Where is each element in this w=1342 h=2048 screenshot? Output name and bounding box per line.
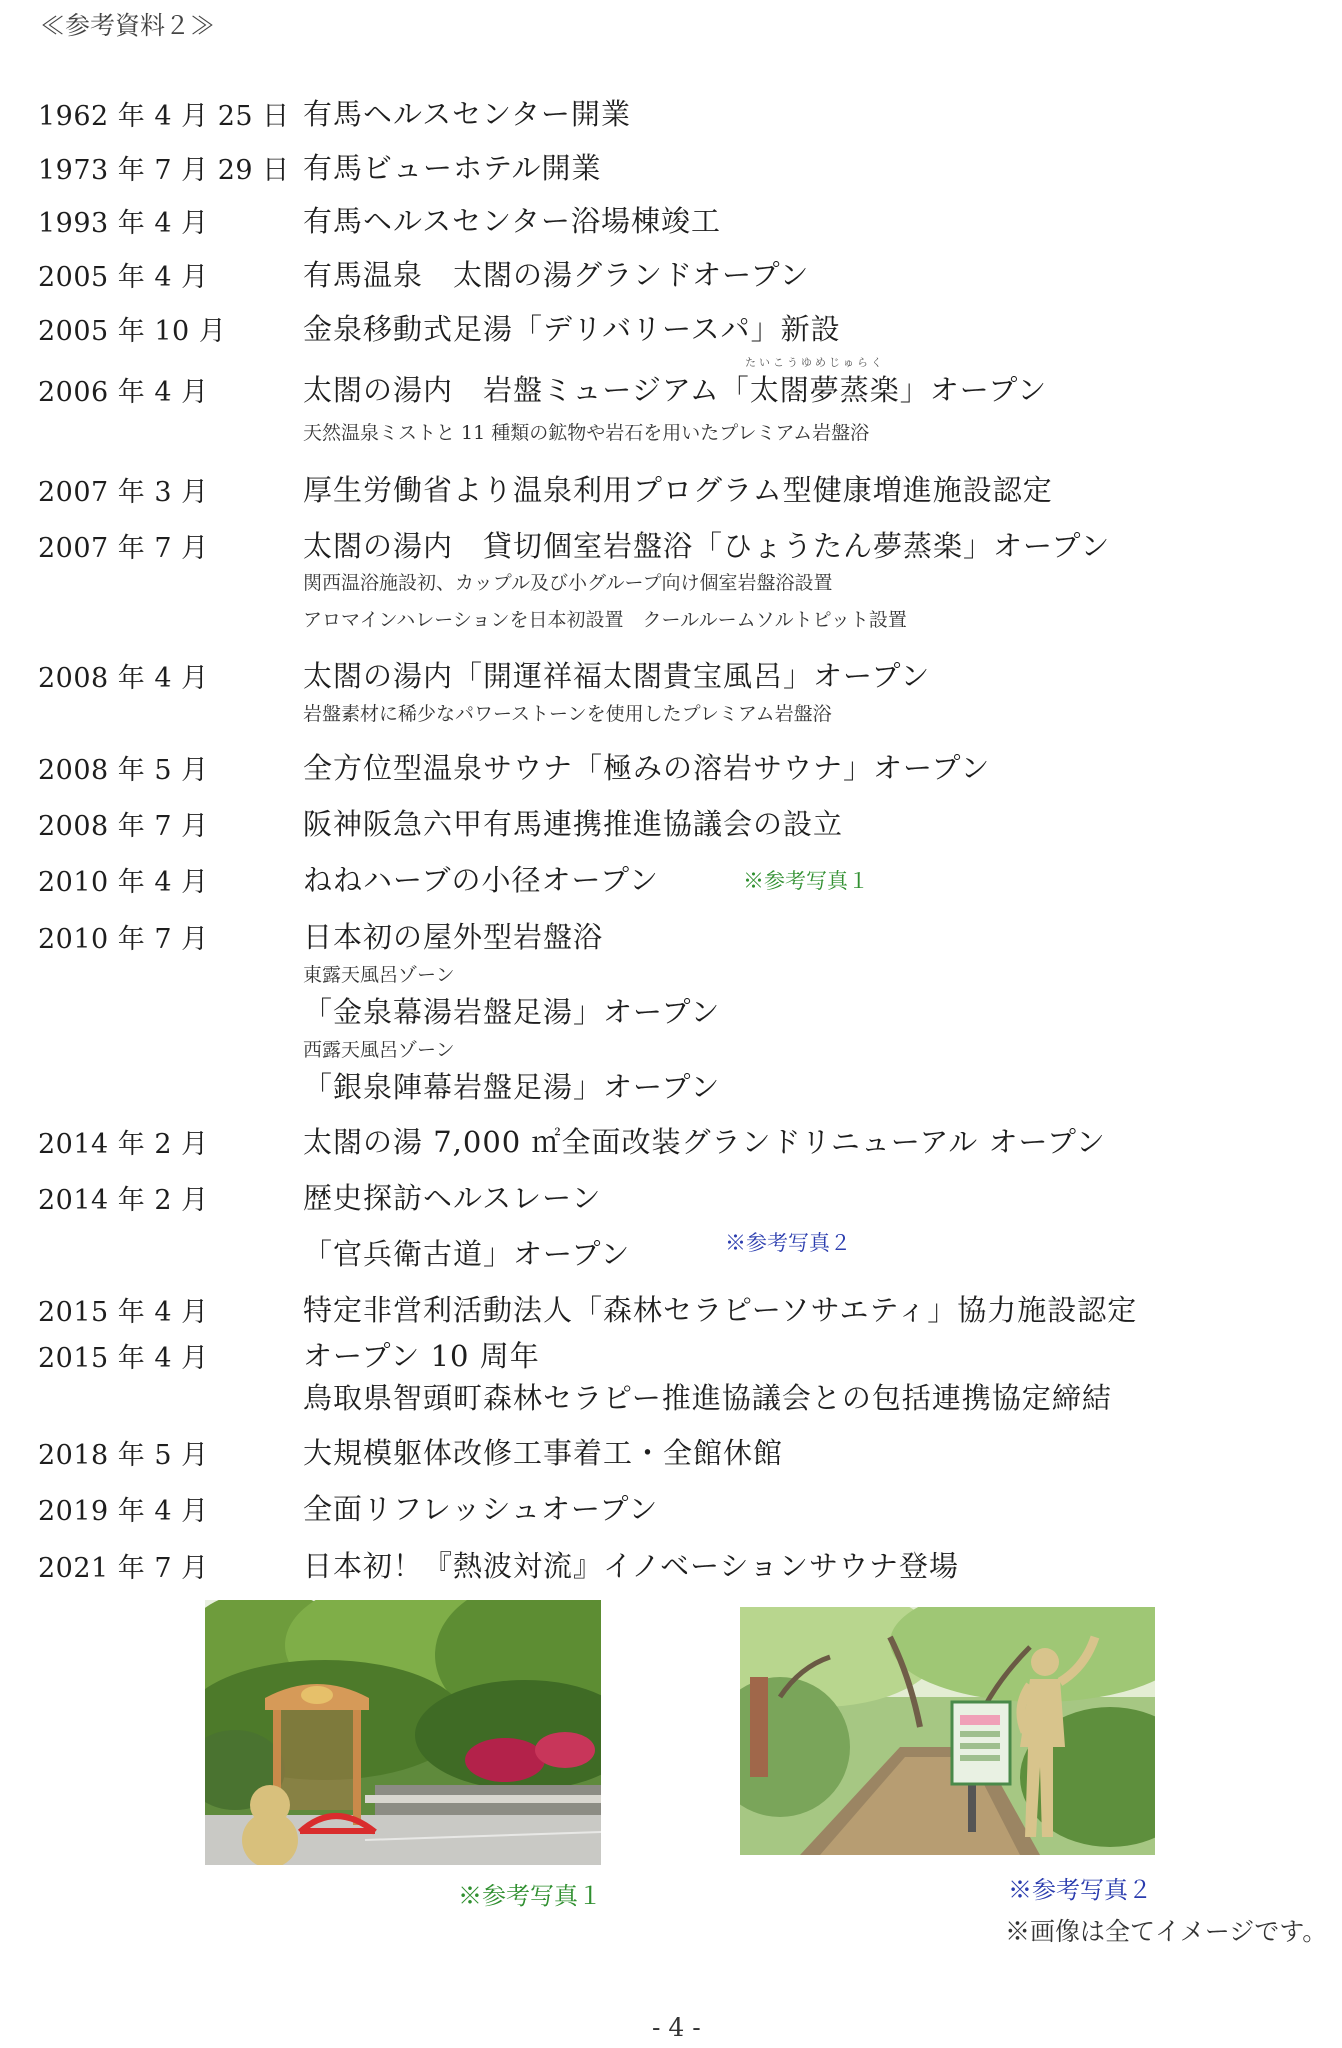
event-text: 大規模躯体改修工事着工・全館休館: [303, 1436, 784, 1470]
photo-caption-2: ※参考写真２: [1008, 1876, 1152, 1904]
event-text: 全面リフレッシュオープン: [303, 1492, 659, 1526]
event-date: 2021 年 7 月: [38, 1553, 209, 1584]
event-date: 2018 年 5 月: [38, 1440, 209, 1471]
event-date: 1973 年 7 月 29 日: [38, 155, 290, 186]
photo-forest-path: [740, 1607, 1155, 1855]
event-text: オープン 10 周年: [303, 1339, 540, 1373]
event-date: 2010 年 4 月: [38, 867, 209, 898]
event-text: 有馬温泉 太閤の湯グランドオープン: [303, 258, 810, 292]
photo-reference-2: ※参考写真２: [725, 1231, 851, 1255]
event-date: 2007 年 3 月: [38, 477, 209, 508]
event-date: 2014 年 2 月: [38, 1185, 209, 1216]
event-text: 太閤の湯 7,000 ㎡全面改装グランドリニューアル オープン: [303, 1125, 1106, 1159]
zone-label: 東露天風呂ゾーン: [303, 964, 455, 986]
event-note: アロマインハレーションを日本初設置 クールルームソルトピット設置: [303, 609, 907, 631]
event-text: 有馬ヘルスセンター開業: [303, 97, 631, 131]
event-date: 2019 年 4 月: [38, 1496, 209, 1527]
image-disclaimer: ※画像は全てイメージです。: [1005, 1917, 1328, 1946]
furigana: たいこうゆめじゅらく: [745, 356, 885, 369]
event-text: 歴史探訪ヘルスレーン: [303, 1181, 602, 1215]
event-date: 2005 年 4 月: [38, 262, 209, 293]
event-date: 2010 年 7 月: [38, 924, 209, 955]
event-text: 太閤の湯内 貸切個室岩盤浴「ひょうたん夢蒸楽」オープン: [303, 529, 1111, 563]
document-header: ≪参考資料２≫: [40, 11, 216, 40]
event-date: 2015 年 4 月: [38, 1297, 209, 1328]
event-note: 天然温泉ミストと 11 種類の鉱物や岩石を用いたプレミアム岩盤浴: [303, 422, 870, 444]
event-date: 2015 年 4 月: [38, 1343, 209, 1374]
event-date: 2014 年 2 月: [38, 1129, 209, 1160]
event-date: 1993 年 4 月: [38, 208, 209, 239]
photo-caption-1: ※参考写真１: [458, 1882, 602, 1910]
event-text: 有馬ビューホテル開業: [303, 151, 602, 185]
event-note: 関西温浴施設初、カップル及び小グループ向け個室岩盤浴設置: [303, 572, 833, 594]
event-date: 2008 年 5 月: [38, 755, 209, 786]
event-date: 2008 年 7 月: [38, 811, 209, 842]
photo-reference-1: ※参考写真１: [743, 869, 869, 893]
zone-label: 西露天風呂ゾーン: [303, 1039, 455, 1061]
photo-garden-gate: [205, 1600, 601, 1865]
zone-text: 「金泉幕湯岩盤足湯」オープン: [303, 995, 721, 1029]
event-text: 有馬ヘルスセンター浴場棟竣工: [303, 204, 721, 238]
event-text: 特定非営利活動法人「森林セラピーソサエティ」協力施設認定: [303, 1293, 1138, 1327]
page-number: - 4 -: [652, 2013, 701, 2042]
event-text: ねねハーブの小径オープン: [303, 863, 659, 897]
event-text: 太閤の湯内 岩盤ミュージアム「太閤夢蒸楽」オープン: [303, 373, 1048, 407]
event-text-line2: 「官兵衛古道」オープン: [303, 1237, 631, 1271]
event-text-line2: 鳥取県智頭町森林セラピー推進協議会との包括連携協定締結: [303, 1381, 1112, 1415]
event-text: 日本初！『熱波対流』イノベーションサウナ登場: [303, 1549, 959, 1583]
event-date: 2006 年 4 月: [38, 377, 209, 408]
event-text: 金泉移動式足湯「デリバリースパ」新設: [303, 312, 841, 346]
event-date: 2007 年 7 月: [38, 533, 209, 564]
event-text: 全方位型温泉サウナ「極みの溶岩サウナ」オープン: [303, 751, 991, 785]
event-date: 1962 年 4 月 25 日: [38, 101, 290, 132]
event-text: 日本初の屋外型岩盤浴: [303, 920, 604, 954]
event-text: 厚生労働省より温泉利用プログラム型健康増進施設認定: [303, 473, 1053, 507]
zone-text: 「銀泉陣幕岩盤足湯」オープン: [303, 1070, 721, 1104]
event-text: 太閤の湯内「開運祥福太閤貴宝風呂」オープン: [303, 659, 931, 693]
event-date: 2008 年 4 月: [38, 663, 209, 694]
event-date: 2005 年 10 月: [38, 316, 227, 347]
event-note: 岩盤素材に稀少なパワーストーンを使用したプレミアム岩盤浴: [303, 703, 832, 725]
event-text: 阪神阪急六甲有馬連携推進協議会の設立: [303, 807, 844, 841]
